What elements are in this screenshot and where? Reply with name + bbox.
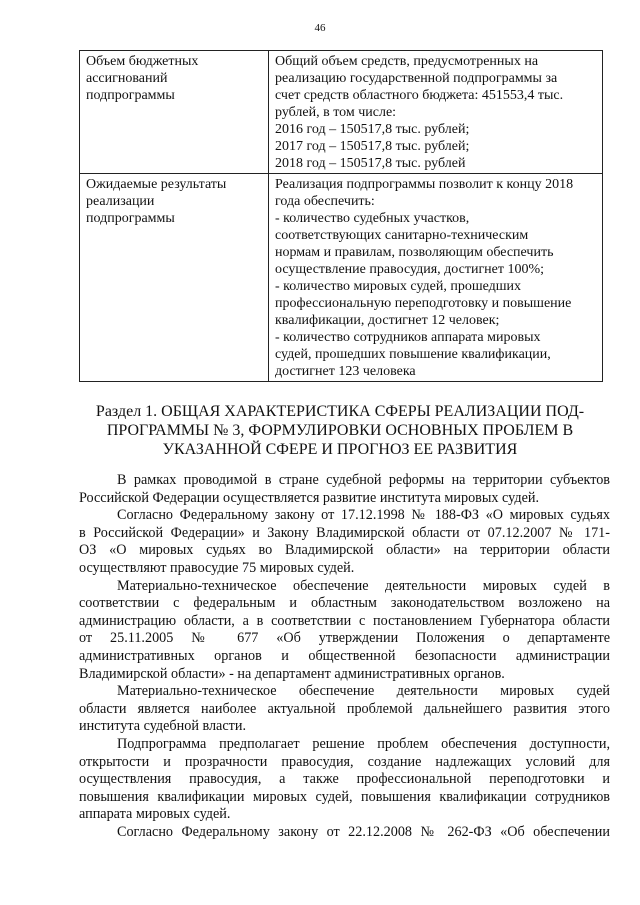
budget-content-line: реализацию государственной подпрограммы за	[275, 71, 558, 86]
paragraph-line: аппарата мировых судей.	[79, 806, 231, 823]
budget-content-line: счет средств областного бюджета: 451553,4 тыс.	[275, 88, 564, 103]
budget-label-line: подпрограммы	[86, 88, 175, 103]
results-content-cell	[269, 174, 603, 382]
results-label-line: реализации	[86, 194, 155, 209]
paragraph-line: института судебной власти.	[79, 718, 246, 735]
paragraph-line: осуществления правосудия, а также профессиональной переподготовки и	[79, 771, 610, 788]
paragraph	[79, 683, 610, 736]
paragraph-line: В рамках проводимой в стране судебной реформы на территории субъектов	[117, 472, 610, 488]
paragraph-line: администрацию области, а в соответствии с постановлением Губернатора области	[79, 612, 610, 629]
results-content-line: - количество судебных участков,	[275, 211, 470, 226]
paragraph-line: повышения квалификации мировых судей, повышения квалификации сотрудников	[79, 788, 610, 805]
budget-content-line: 2017 год – 150517,8 тыс. рублей;	[275, 139, 470, 154]
paragraph-line: Подпрограмма предполагает решение проблем обеспечения доступности,	[117, 735, 610, 752]
section-title-line: УКАЗАННОЙ СФЕРЕ И ПРОГНОЗ ЕЕ РАЗВИТИЯ	[162, 441, 518, 458]
budget-content-line: 2016 год – 150517,8 тыс. рублей;	[275, 122, 470, 137]
budget-content-cell	[269, 51, 603, 174]
paragraph-line: Материально-техническое обеспечение деятельности мировых судей в	[117, 577, 610, 594]
paragraph-line: Российской Федерации осуществляется развитие института мировых судей.	[79, 489, 540, 506]
section-title	[70, 402, 610, 459]
results-content-line: соответствующих санитарно-техническим	[275, 228, 529, 243]
section-title-line: Раздел 1. ОБЩАЯ ХАРАКТЕРИСТИКА СФЕРЫ РЕАЛИЗАЦИИ ПОД-	[95, 403, 585, 420]
paragraph	[79, 472, 610, 507]
results-content-line: профессиональную переподготовку и повышение	[275, 296, 572, 311]
page-number: 46	[314, 22, 326, 34]
paragraph-line: Материально-техническое обеспечение деятельности мировых судей	[117, 683, 610, 700]
results-content-line: Реализация подпрограммы позволит к концу 2018	[275, 177, 574, 192]
paragraph-line: осуществляют правосудие 75 мировых судей.	[79, 559, 355, 576]
budget-label-cell	[80, 51, 269, 174]
results-content-line: осуществление правосудия, достигнет 100%;	[275, 262, 545, 277]
results-content-line: года обеспечить:	[275, 194, 375, 209]
table-row-budget	[80, 51, 603, 174]
results-label-line: Ожидаемые результаты	[86, 177, 227, 192]
results-content-line: - количество сотрудников аппарата мировых	[275, 330, 541, 345]
budget-content-line: 2018 год – 150517,8 тыс. рублей	[275, 156, 466, 171]
paragraph-line: Владимирской области» - на департамент административных органов.	[79, 665, 505, 682]
paragraph	[79, 736, 610, 824]
results-content-line: квалификации, достигнет 12 человек;	[275, 313, 500, 328]
results-content-line: судей, прошедших повышение квалификации,	[275, 347, 551, 362]
body-text	[79, 472, 610, 841]
paragraph-line: от 25.11.2005 № 677 «Об утверждении Положения о департаменте	[79, 630, 610, 647]
paragraph-line: ОЗ «О мировых судьях во Владимирской области» на территории области	[79, 542, 610, 559]
paragraph	[79, 507, 610, 577]
paragraph-line: открытости и прозрачности правосудия, создание надлежащих условий для	[79, 753, 610, 770]
results-content-line: нормам и правилам, позволяющим обеспечить	[275, 245, 554, 260]
paragraph-line: Согласно Федеральному закону от 22.12.2008 № 262-ФЗ «Об обеспечении	[117, 823, 610, 840]
paragraph	[79, 578, 610, 684]
results-content-line: достигнет 123 человека	[275, 364, 416, 379]
paragraph	[79, 824, 610, 842]
paragraph-line: области является наиболее актуальной проблемой дальнейшего развития этого	[79, 700, 610, 717]
paragraph-line: Согласно Федеральному закону от 17.12.1998 № 188-ФЗ «О мировых судьях	[117, 507, 610, 524]
paragraph-line: административных органов и общественной безопасности администрации	[79, 647, 610, 664]
results-label-line: подпрограммы	[86, 211, 175, 226]
paragraph-line: соответствии с федеральным и областным законодательством возложено на	[79, 595, 610, 612]
section-title-line: ПРОГРАММЫ № 3, ФОРМУЛИРОВКИ ОСНОВНЫХ ПРОБЛЕМ В	[106, 422, 574, 439]
budget-content-line: Общий объем средств, предусмотренных на	[275, 54, 539, 69]
paragraph-line: в Российской Федерации» и Закону Владимирской области от 07.12.2007 № 171-	[79, 524, 610, 541]
results-label-cell	[80, 174, 269, 382]
results-content-line: - количество мировых судей, прошедших	[275, 279, 522, 294]
subprogram-passport-table	[79, 50, 603, 382]
budget-content-line: рублей, в том числе:	[275, 105, 397, 120]
budget-label-line: Объем бюджетных	[86, 54, 199, 69]
budget-label-line: ассигнований	[86, 71, 168, 86]
table-row-results	[80, 174, 603, 382]
